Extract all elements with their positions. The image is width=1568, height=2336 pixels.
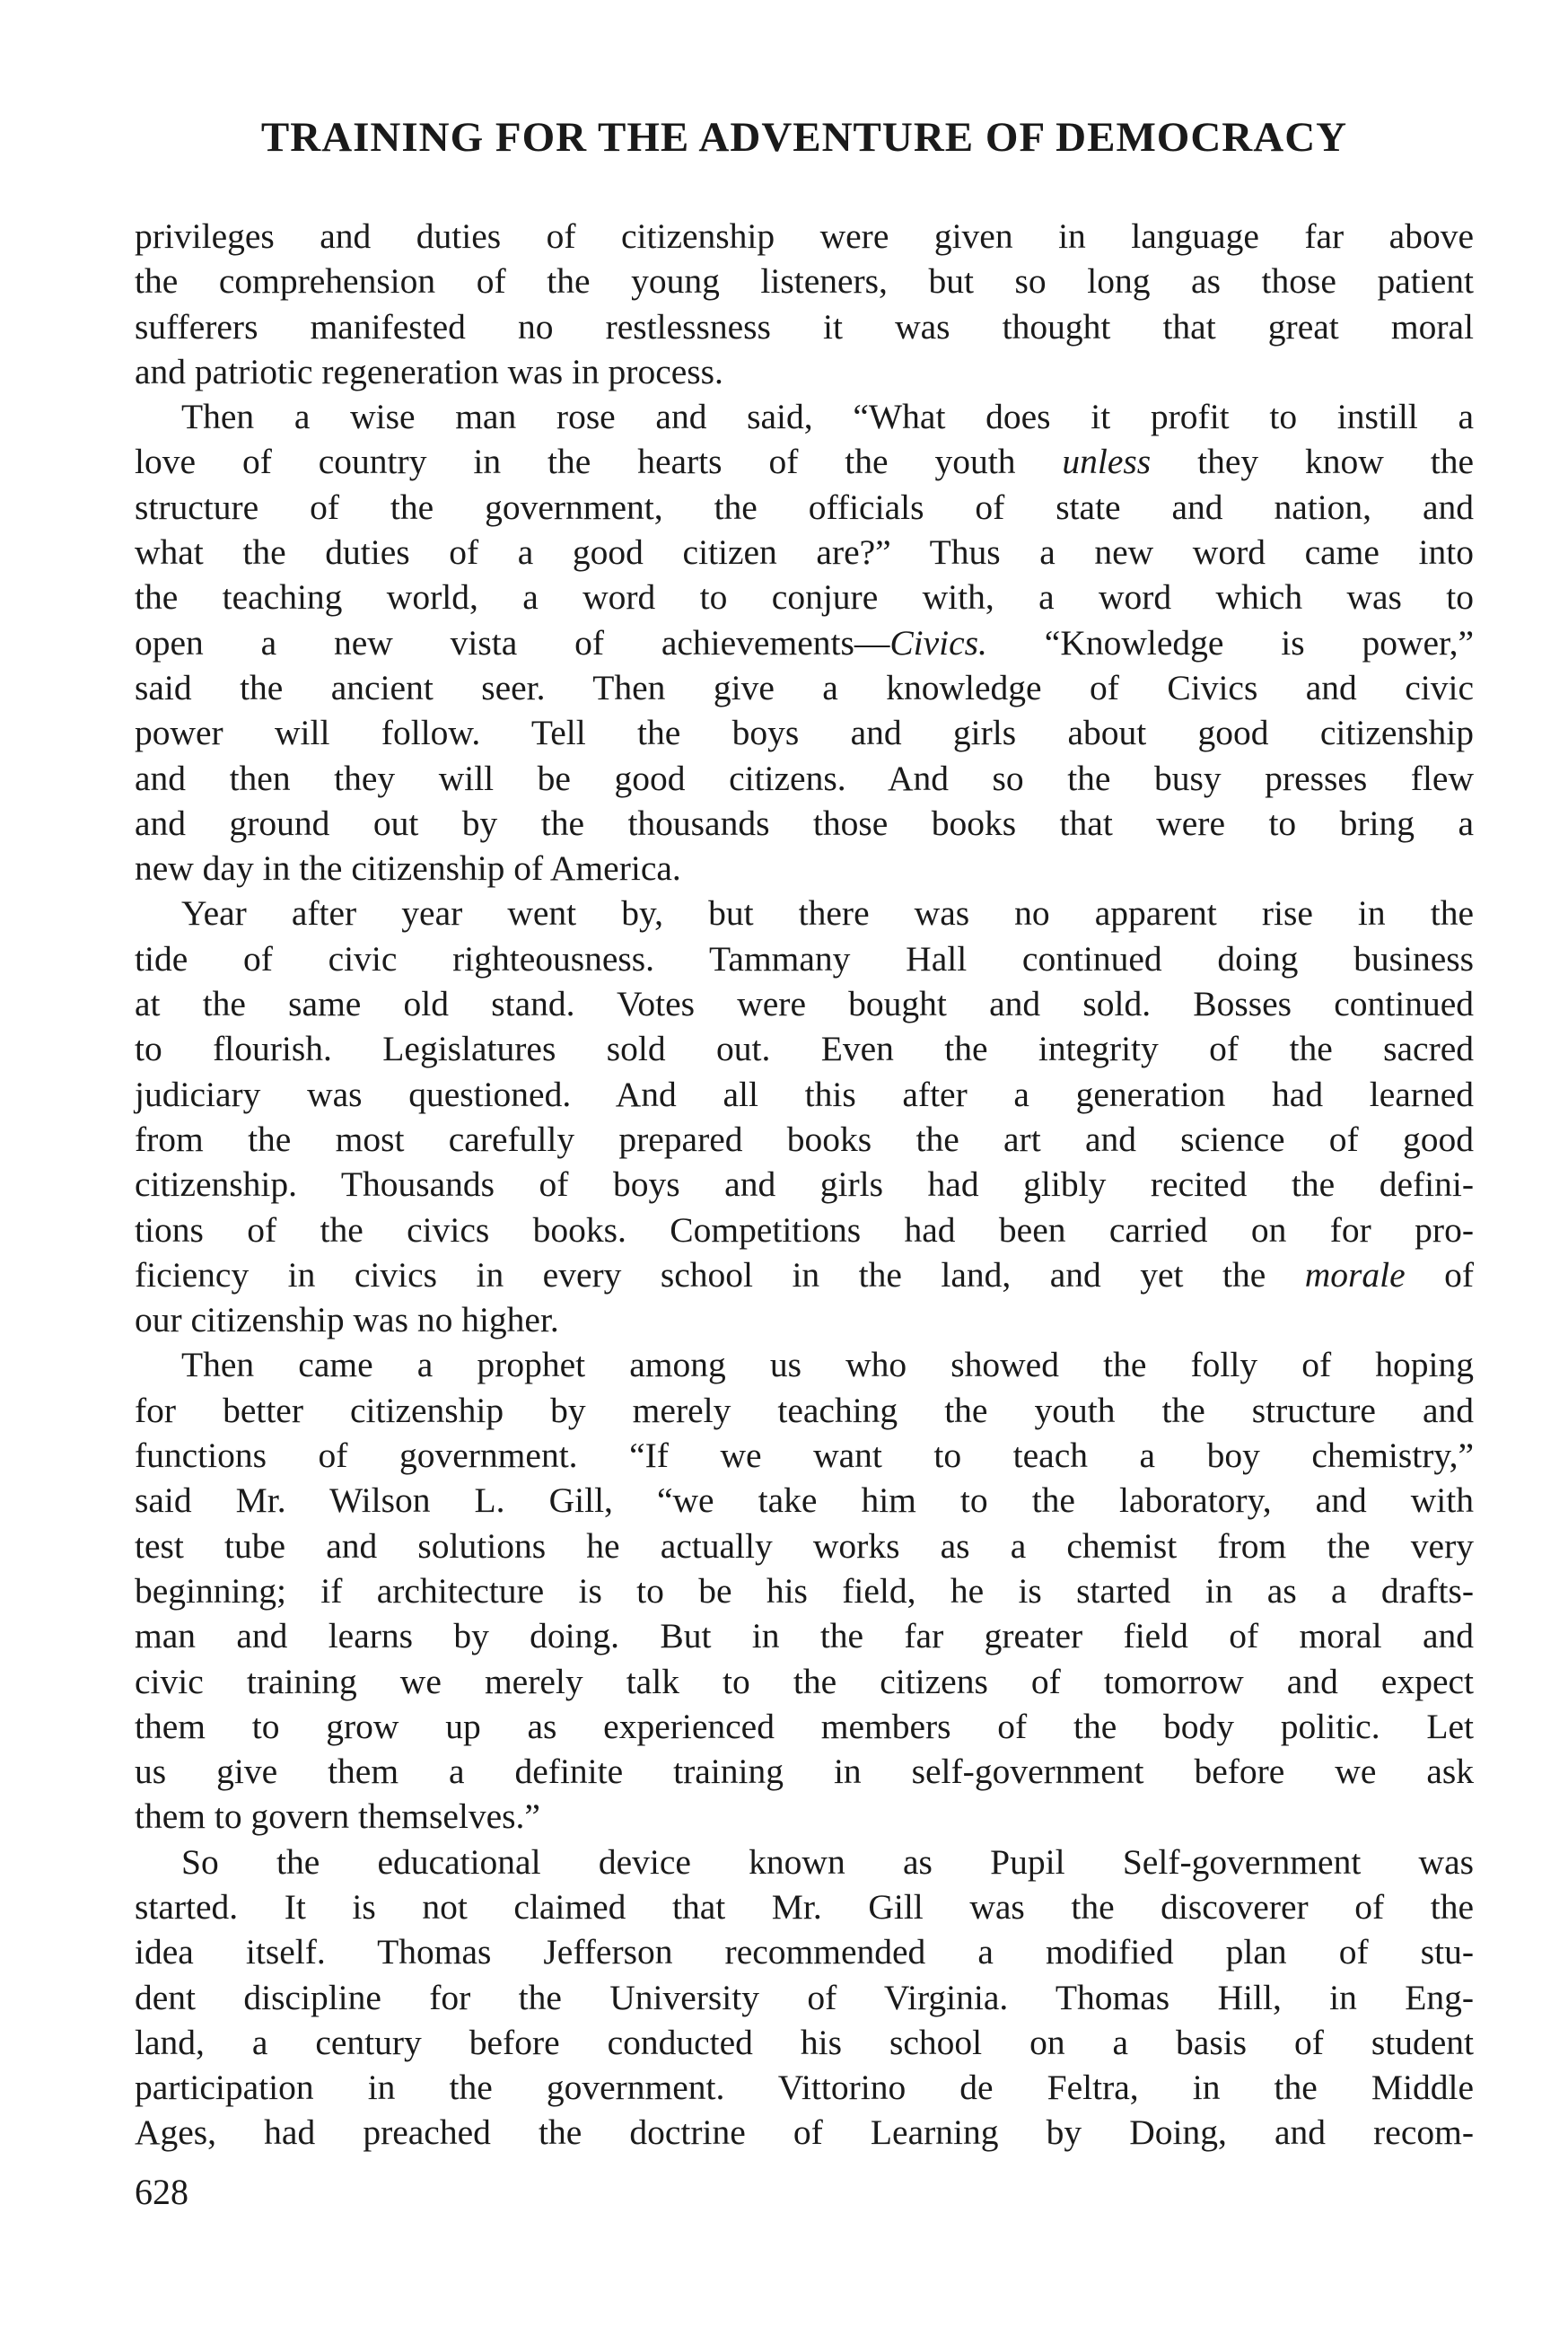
text-line: beginning; if architecture is to be his field, he is started in as a drafts- bbox=[135, 1570, 1474, 1611]
text-line: structure of the government, the officials of state and nation, and bbox=[135, 487, 1474, 527]
text-line: said Mr. Wilson L. Gill, “we take him to the laboratory, and with bbox=[135, 1480, 1474, 1521]
text-line: for better citizenship by merely teaching the youth the structure and bbox=[135, 1390, 1474, 1430]
text-line: from the most carefully prepared books the art and science of good bbox=[135, 1119, 1474, 1159]
text-line: Ages, had preached the doctrine of Learning by Doing, and recom- bbox=[135, 2112, 1474, 2153]
paragraph-5 bbox=[135, 1840, 1474, 2156]
text-line: tide of civic righteousness. Tammany Hall continued doing business bbox=[135, 938, 1474, 979]
text-line: new day in the citizenship of America. bbox=[135, 848, 681, 889]
text-line: at the same old stand. Votes were bought and sold. Bosses continued bbox=[135, 984, 1474, 1024]
text-line: functions of government. “If we want to teach a boy chemistry,” bbox=[135, 1436, 1474, 1476]
text-line: them to grow up as experienced members of the body politic. Let bbox=[135, 1706, 1474, 1746]
paragraph-2 bbox=[135, 394, 1474, 891]
text-line: So the educational device known as Pupil Self-government was bbox=[181, 1841, 1474, 1882]
body-text bbox=[135, 214, 1474, 2156]
text-line: our citizenship was no higher. bbox=[135, 1300, 559, 1340]
paragraph-1 bbox=[135, 214, 1474, 394]
text-line: ficiency in civics in every school in the land, and yet the morale of bbox=[135, 1254, 1474, 1295]
text-line: man and learns by doing. But in the far greater field of moral and bbox=[135, 1616, 1474, 1656]
text-line: the comprehension of the young listeners, but so long as those patient bbox=[135, 261, 1474, 302]
page-number: 628 bbox=[135, 2172, 188, 2212]
text-line: started. It is not claimed that Mr. Gill was the discoverer of the bbox=[135, 1886, 1474, 1927]
text-line: open a new vista of achievements—Civics. “Knowledge is power,” bbox=[135, 622, 1474, 663]
text-line: us give them a definite training in self-government before we ask bbox=[135, 1752, 1474, 1792]
text-line: said the ancient seer. Then give a knowledge of Civics and civic bbox=[135, 667, 1474, 707]
text-line: what the duties of a good citizen are?” Thus a new word came into bbox=[135, 532, 1474, 573]
text-line: idea itself. Thomas Jefferson recommended a modified plan of stu- bbox=[135, 1932, 1474, 1972]
text-line: dent discipline for the University of Virginia. Thomas Hill, in Eng- bbox=[135, 1977, 1474, 2017]
text-line: tions of the civics books. Competitions had been carried on for pro- bbox=[135, 1209, 1474, 1250]
text-line: citizenship. Thousands of boys and girls had glibly recited the defini- bbox=[135, 1164, 1474, 1205]
text-line: and then they will be good citizens. And so the busy presses flew bbox=[135, 758, 1474, 798]
book-page bbox=[135, 0, 1474, 2336]
text-line: Then a wise man rose and said, “What does it profit to instill a bbox=[181, 397, 1474, 437]
text-line: and ground out by the thousands those books that were to bring a bbox=[135, 803, 1474, 843]
text-line: test tube and solutions he actually works as a chemist from the very bbox=[135, 1525, 1474, 1566]
text-line: participation in the government. Vittorino de Feltra, in the Middle bbox=[135, 2068, 1474, 2108]
paragraph-4 bbox=[135, 1342, 1474, 1839]
text-line: civic training we merely talk to the citizens of tomorrow and expect bbox=[135, 1661, 1474, 1701]
text-line: privileges and duties of citizenship were given in language far above bbox=[135, 216, 1474, 256]
text-line: love of country in the hearts of the youth unless they know the bbox=[135, 442, 1474, 482]
running-head: TRAINING FOR THE ADVENTURE OF DEMOCRACY bbox=[260, 114, 1348, 161]
text-line: sufferers manifested no restlessness it was thought that great moral bbox=[135, 306, 1474, 347]
text-line: them to govern themselves.” bbox=[135, 1796, 540, 1837]
text-line: judiciary was questioned. And all this after a generation had learned bbox=[135, 1074, 1474, 1114]
text-line: power will follow. Tell the boys and girls about good citizenship bbox=[135, 713, 1474, 753]
text-line: and patriotic regeneration was in process. bbox=[135, 351, 723, 391]
text-line: Then came a prophet among us who showed the folly of hoping bbox=[181, 1345, 1474, 1385]
text-line: land, a century before conducted his school on a basis of student bbox=[135, 2022, 1474, 2062]
text-line: Year after year went by, but there was no apparent rise in the bbox=[181, 893, 1474, 934]
text-line: the teaching world, a word to conjure with, a word which was to bbox=[135, 577, 1474, 618]
text-line: to flourish. Legislatures sold out. Even the integrity of the sacred bbox=[135, 1029, 1474, 1069]
paragraph-3 bbox=[135, 891, 1474, 1342]
